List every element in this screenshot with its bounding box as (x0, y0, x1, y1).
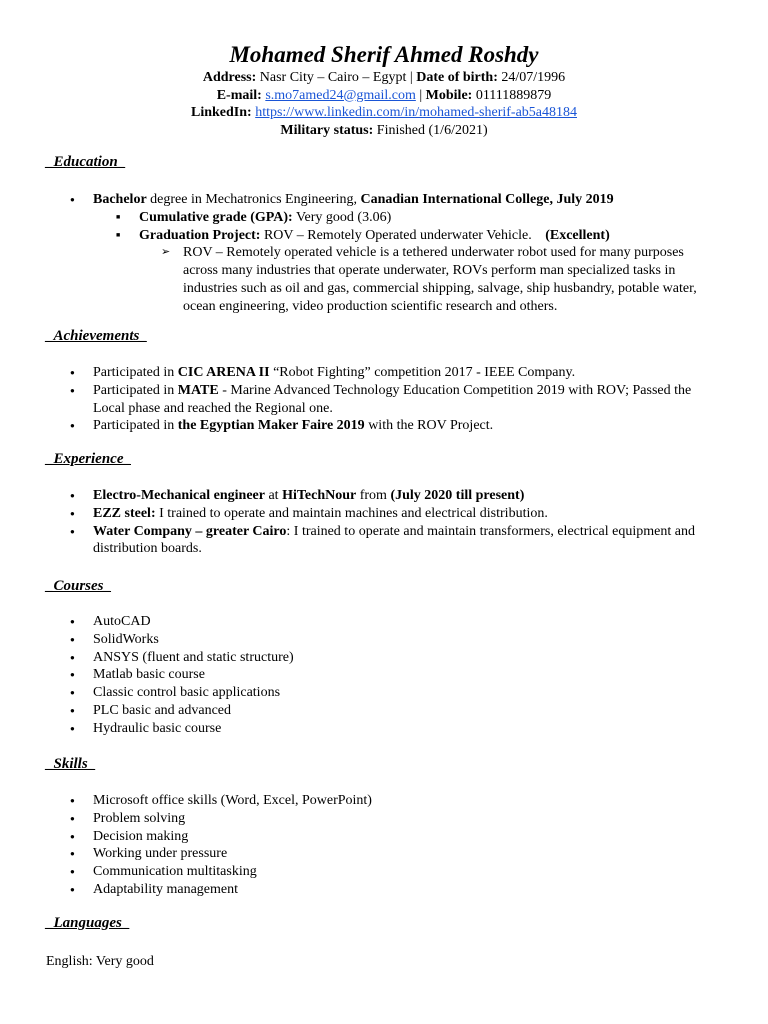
courses-list (69, 613, 709, 738)
list-item (69, 487, 709, 505)
list-item: ➢ ROV – Remotely operated vehicle is a tethered underwater robot used for many purposes across many industries that operate underwater, ROVs perform man specialized tasks in industries such as oil and gas, commercial shipping, salvage, ship husbandry, potable water, ocean engineering, video production scientific research and others. (161, 244, 709, 315)
experience-list (69, 487, 709, 558)
list-item (69, 505, 709, 523)
item-text: : I trained to operate and maintain transformers, electrical equipment and distribution boards. (93, 523, 695, 557)
courses-heading (46, 578, 111, 595)
list-item (69, 191, 709, 316)
linkedin-label: LinkedIn: (190, 105, 252, 120)
project-grade: (Excellent) (545, 227, 610, 243)
languages-heading (46, 915, 129, 932)
achievements-title: _Achievements_ (46, 328, 147, 344)
courses-title: _Courses_ (46, 578, 112, 594)
languages-title: _Languages_ (46, 915, 130, 931)
list-item (115, 209, 709, 227)
header (0, 0, 768, 139)
education-list (69, 191, 709, 316)
list-item: ● Classic control basic applications (69, 684, 709, 702)
list-item: ● Communication multitasking (69, 863, 709, 881)
company-name: HiTechNour (282, 488, 357, 503)
list-item: ● Working under pressure (69, 845, 709, 863)
college-name: Canadian International College, July 2019 (360, 192, 614, 207)
item-highlight: MATE (177, 382, 219, 398)
project-label: Graduation Project: (139, 227, 261, 243)
mobile-value: 01111889879 (475, 87, 552, 103)
mobile-label: Mobile: (425, 87, 473, 103)
dob-label: Date of birth: (416, 70, 498, 85)
degree-type: Bachelor (93, 192, 147, 207)
list-item: ● Adaptability management (69, 881, 709, 899)
separator: | (419, 87, 423, 103)
list-item (69, 364, 709, 382)
list-item: ● ANSYS (fluent and static structure) (69, 649, 709, 667)
list-item: ● Matlab basic course (69, 666, 709, 684)
skills-heading (46, 756, 95, 773)
education-heading (46, 154, 125, 171)
military-value: Finished (1/6/2021) (376, 122, 488, 138)
military-label: Military status: (280, 122, 374, 138)
list-item: ● Microsoft office skills (Word, Excel, PowerPoint) (69, 792, 709, 810)
item-text: Participated in (93, 382, 175, 398)
military-line (0, 122, 768, 140)
job-title: Electro-Mechanical engineer (93, 488, 265, 503)
degree-field: degree in Mechatronics Engineering, (150, 192, 357, 207)
list-item: ● Problem solving (69, 810, 709, 828)
item-text: - Marine Advanced Technology Education Competition 2019 with ROV; Passed the Local phase and reached the Regional one. (93, 382, 692, 416)
email-link[interactable]: s.mo7amed24@gmail.com (265, 87, 416, 103)
company-name: EZZ steel: (93, 505, 156, 521)
education-title: _Education_ (46, 154, 126, 170)
education-sublist (93, 209, 709, 316)
address-value: Nasr City – Cairo – Egypt (259, 70, 407, 85)
item-text: at (268, 488, 279, 503)
list-item: ● PLC basic and advanced (69, 702, 709, 720)
list-item: ● AutoCAD (69, 613, 709, 631)
email-label: E-mail: (216, 87, 262, 103)
list-item (69, 382, 709, 418)
item-highlight: CIC ARENA II (177, 365, 270, 380)
linkedin-link[interactable]: https://www.linkedin.com/in/mohamed-sherif-ab5a48184 (255, 105, 577, 120)
gpa-label: Cumulative grade (GPA): (139, 209, 293, 225)
address-label: Address: (202, 70, 257, 85)
list-item (69, 523, 709, 559)
skills-list (69, 792, 709, 899)
experience-title: _Experience_ (46, 451, 131, 467)
gpa-value: Very good (3.06) (295, 209, 392, 225)
language-english: English: Very good (46, 954, 154, 969)
list-item (115, 227, 709, 316)
separator: | (409, 70, 413, 85)
candidate-name: Mohamed Sherif Ahmed Roshdy (229, 42, 539, 67)
achievements-heading (46, 328, 147, 345)
achievements-list (69, 364, 709, 435)
item-text: I trained to operate and maintain machines and electrical distribution. (159, 505, 548, 521)
address-line (0, 69, 768, 87)
skills-title: _Skills_ (46, 756, 96, 772)
list-item: ● Hydraulic basic course (69, 720, 709, 738)
company-name: Water Company – greater Cairo (93, 523, 287, 539)
project-sublist (139, 244, 709, 315)
item-text: Participated in (93, 418, 175, 434)
job-dates: (July 2020 till present) (390, 488, 525, 503)
linkedin-line (0, 104, 768, 122)
dob-value: 24/07/1996 (501, 70, 566, 85)
list-item: ● Decision making (69, 828, 709, 846)
item-text: from (359, 488, 387, 503)
item-text: “Robot Fighting” competition 2017 - IEEE Company. (273, 365, 576, 380)
contact-line (0, 87, 768, 105)
item-highlight: the Egyptian Maker Faire 2019 (177, 418, 365, 434)
item-text: with the ROV Project. (368, 418, 494, 434)
list-item: ● SolidWorks (69, 631, 709, 649)
item-text: Participated in (93, 365, 175, 380)
list-item (69, 417, 709, 435)
experience-heading (46, 451, 131, 468)
project-value: ROV – Remotely Operated underwater Vehicle. (263, 227, 532, 243)
